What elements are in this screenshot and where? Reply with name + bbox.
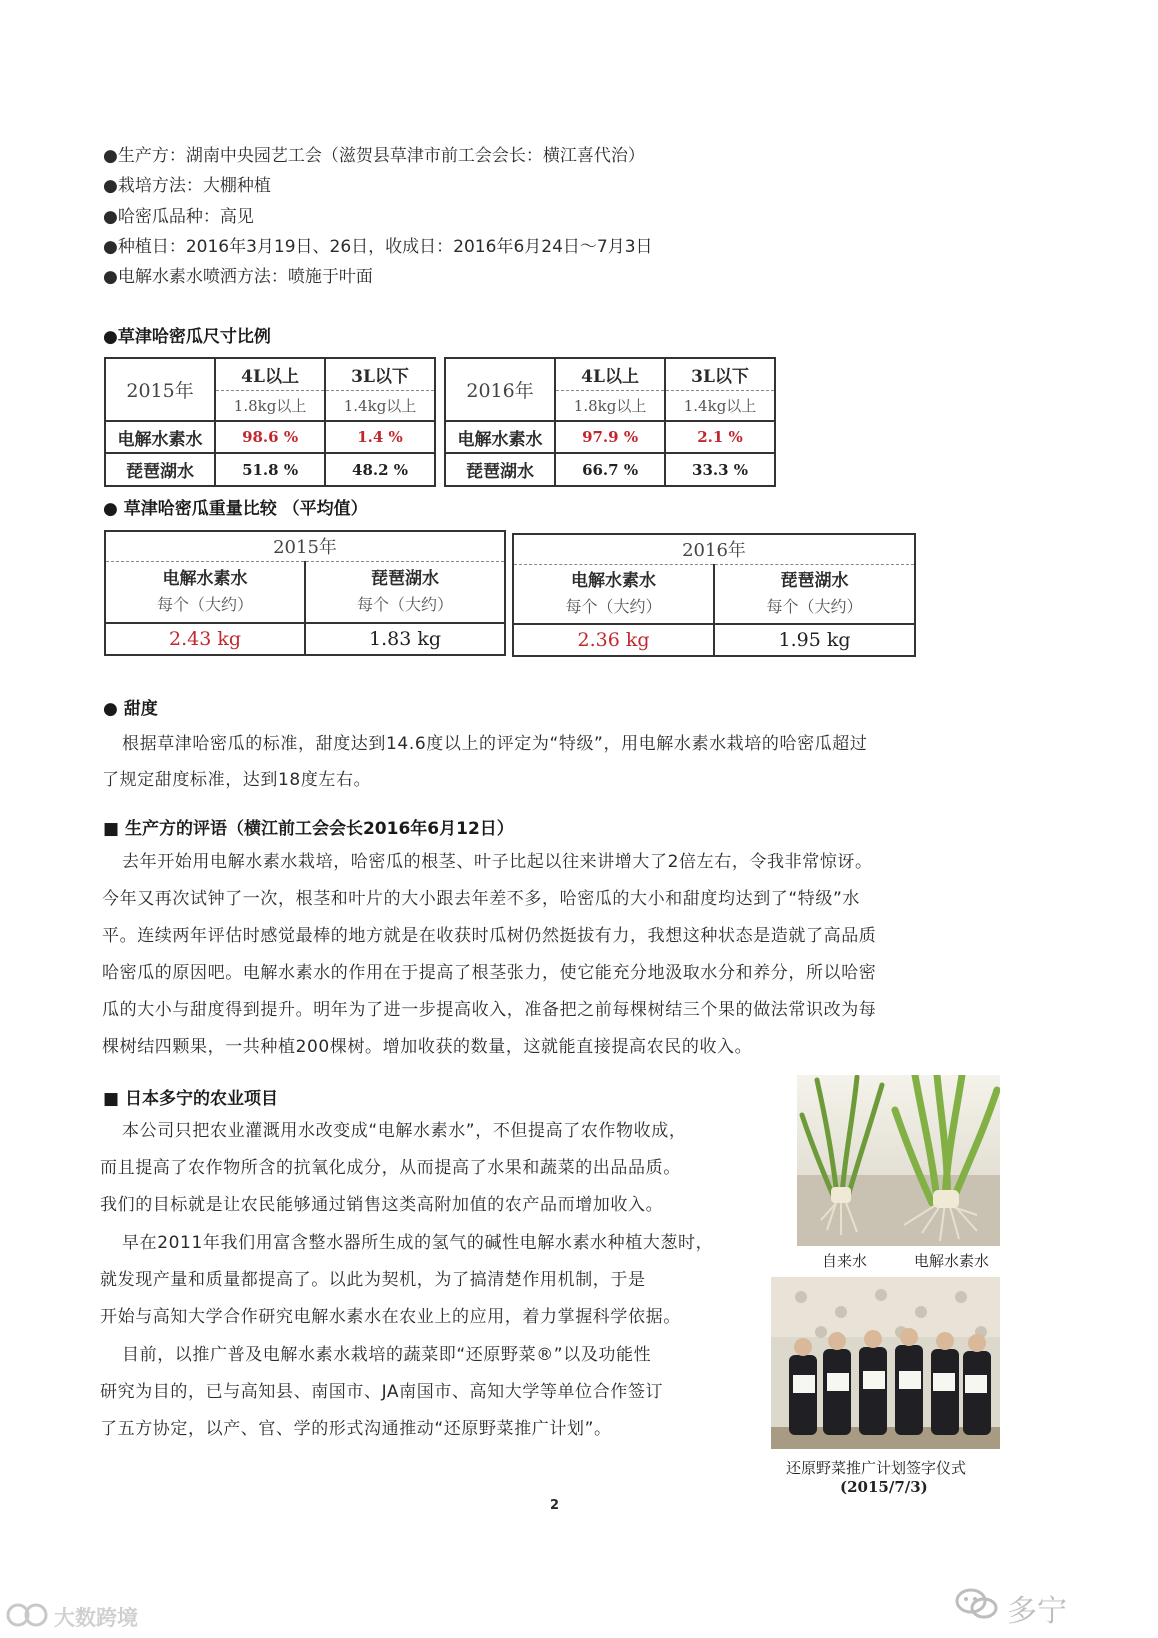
weight-col-each: 每个（大约） [766, 596, 863, 616]
info-method: ●栽培方法：大棚种植 [103, 176, 271, 196]
project-line: 本公司只把农业灌溉用水改变成“电解水素水”，不但提高了农作物收成， [122, 1121, 687, 1141]
value-cell: 1.4 % [325, 421, 435, 454]
weight-col-each: 每个（大约） [356, 594, 453, 614]
photo-label-tap-water: 自来水 [822, 1252, 868, 1270]
logo-icon [6, 1600, 52, 1630]
weight-table-2015 [104, 530, 506, 656]
value-cell: 66.7 % [555, 453, 665, 486]
project-line: 开始与高知大学合作研究电解水素水在农业上的应用，着力掌握科学依据。 [100, 1307, 681, 1327]
comment-line: 瓜的大小与甜度得到提升。明年为了进一步提高收入，准备把之前每棵树结三个果的做法常识改为每 [102, 1000, 877, 1020]
value-cell: 97.9 % [555, 421, 665, 454]
value-cell: 51.8 % [215, 453, 325, 486]
info-spray: ●电解水素水喷洒方法：喷施于叶面 [103, 267, 373, 287]
weight-col-each: 每个（大约） [156, 594, 253, 614]
page-number: 2 [550, 1498, 560, 1513]
size-col-3l-sub: 1.4kg以上 [665, 391, 775, 421]
size-col-3l: 3L以下 [325, 358, 435, 391]
sweetness-line-1: 根据草津哈密瓜的标准，甜度达到14.6度以上的评定为“特级”，用电解水素水栽培的哈密瓜超过 [122, 734, 868, 754]
comment-line: 去年开始用电解水素水栽培，哈密瓜的根茎、叶子比起以往来讲增大了2倍左右，令我非常惊讶。 [122, 852, 873, 872]
size-col-4l: 4L以上 [555, 358, 665, 391]
watermark-left-text: 大数跨境 [54, 1606, 138, 1630]
size-col-4l-sub: 1.8kg以上 [215, 391, 325, 421]
ceremony-date: (2015/7/3) [840, 1478, 928, 1496]
project-line: 就发现产量和质量都提高了。以此为契机，为了搞清楚作用机制，于是 [100, 1270, 646, 1290]
project-line: 目前，以推广普及电解水素水栽培的蔬菜即“还原野菜®”以及功能性 [122, 1345, 652, 1365]
size-col-4l-sub: 1.8kg以上 [555, 391, 665, 421]
ceremony-caption: 还原野菜推广计划签字仪式 [786, 1459, 967, 1477]
weight-value: 1.83 kg [305, 623, 505, 655]
comment-line: 棵树结四颗果，一共种植200棵树。增加收获的数量，这就能直接提高农民的收入。 [102, 1037, 753, 1057]
row-label-electrolyzed: 电解水素水 [105, 421, 215, 454]
sweetness-title: ● 甜度 [103, 699, 158, 719]
weight-value: 2.43 kg [105, 623, 305, 655]
size-table-year: 2015年 [105, 358, 215, 421]
sweetness-line-2: 了规定甜度标准，达到18度左右。 [102, 770, 372, 790]
project-line: 了五方协定，以产、官、学的形式沟通推动“还原野菜推广计划”。 [100, 1419, 612, 1439]
row-label-lake: 琵琶湖水 [445, 453, 555, 486]
project-line: 我们的目标就是让农民能够通过销售这类高附加值的农产品而增加收入。 [100, 1195, 664, 1215]
comment-line: 哈密瓜的原因吧。电解水素水的作用在于提高了根茎张力，使它能充分地汲取水分和养分，所以哈密 [102, 963, 877, 983]
weight-col-electrolyzed [105, 561, 305, 623]
weight-col-label: 琵琶湖水 [371, 568, 439, 589]
weight-col-electrolyzed [513, 564, 714, 624]
project-title: ■ 日本多宁的农业项目 [103, 1089, 278, 1109]
weight-col-label: 电解水素水 [571, 570, 656, 591]
ceremony-photo [771, 1277, 1000, 1449]
info-dates: ●种植日：2016年3月19日、26日，收成日：2016年6月24日～7月3日 [103, 237, 653, 257]
weight-value: 2.36 kg [513, 624, 714, 656]
weight-table-2016 [512, 533, 916, 657]
weight-col-label: 琵琶湖水 [780, 570, 849, 591]
size-col-4l: 4L以上 [215, 358, 325, 391]
value-cell: 2.1 % [665, 421, 775, 454]
size-table-2016 [444, 357, 776, 487]
comment-line: 平。连续两年评估时感觉最棒的地方就是在收获时瓜树仍然挺拔有力，我想这种状态是造就了高品质 [102, 926, 877, 946]
row-label-lake: 琵琶湖水 [105, 453, 215, 486]
weight-section-title: ● 草津哈密瓜重量比较 （平均值） [103, 499, 368, 519]
size-table-year: 2016年 [445, 358, 555, 421]
value-cell: 48.2 % [325, 453, 435, 486]
project-line: 早在2011年我们用富含整水器所生成的氢气的碱性电解水素水种植大葱时， [122, 1233, 714, 1253]
weight-table-year: 2015年 [105, 531, 505, 561]
weight-col-label: 电解水素水 [162, 568, 248, 589]
size-section-title: ●草津哈密瓜尺寸比例 [103, 327, 271, 347]
watermark-right [955, 1580, 1085, 1630]
wechat-icon [955, 1586, 999, 1622]
photo-label-electrolyzed: 电解水素水 [914, 1252, 990, 1270]
comment-title: ■ 生产方的评语（横江前工会会长2016年6月12日） [103, 819, 514, 839]
value-cell: 98.6 % [215, 421, 325, 454]
size-table-2015 [104, 357, 436, 487]
onion-comparison-photo [797, 1075, 1000, 1246]
project-line: 而且提高了农作物所含的抗氧化成分，从而提高了水果和蔬菜的出品品质。 [100, 1158, 681, 1178]
weight-table-year: 2016年 [513, 534, 915, 564]
comment-line: 今年又再次试钟了一次，根茎和叶片的大小跟去年差不多，哈密瓜的大小和甜度均达到了“特级”水 [102, 889, 861, 909]
info-variety: ●哈密瓜品种：高见 [103, 207, 254, 227]
watermark-right-text: 多宁 [1007, 1594, 1067, 1629]
weight-col-each: 每个（大约） [565, 596, 662, 616]
row-label-electrolyzed: 电解水素水 [445, 421, 555, 454]
weight-col-lake [305, 561, 505, 623]
size-col-3l-sub: 1.4kg以上 [325, 391, 435, 421]
weight-col-lake [714, 564, 915, 624]
size-col-3l: 3L以下 [665, 358, 775, 391]
info-producer: ●生产方：湖南中央园艺工会（滋贺县草津市前工会会长：横江喜代治） [103, 146, 645, 166]
project-line: 研究为目的，已与高知县、南国市、JA南国市、高知大学等单位合作签订 [100, 1382, 664, 1402]
weight-value: 1.95 kg [714, 624, 915, 656]
value-cell: 33.3 % [665, 453, 775, 486]
watermark-left [6, 1600, 156, 1630]
